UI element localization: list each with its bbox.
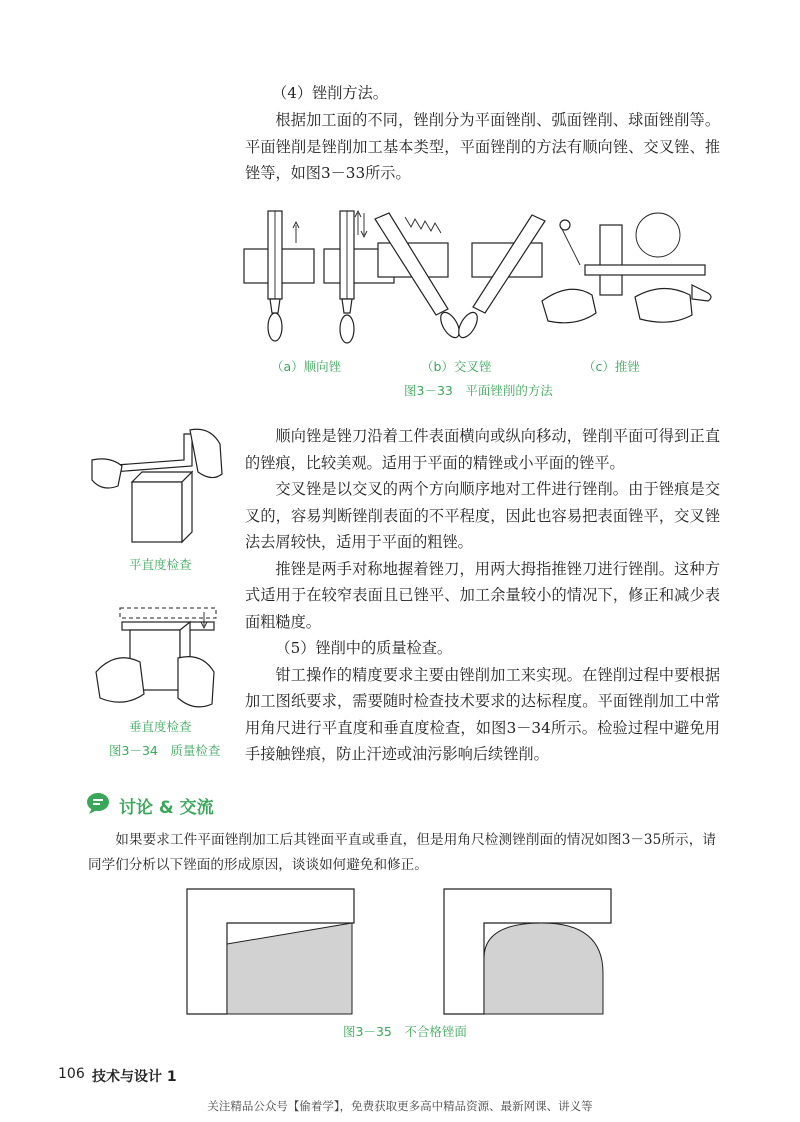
flatness-check-illustration <box>92 430 227 550</box>
book-title: 技术与设计 1 <box>92 1069 177 1085</box>
body-text <box>245 423 720 768</box>
figure-3-33-sub-c: （c）推锉 <box>583 359 640 374</box>
perpendicularity-check-label: 垂直度检查 <box>129 719 192 734</box>
figure-3-33-sub-a: （a）顺向锉 <box>271 359 342 374</box>
figure-3-35-illustration <box>187 888 612 1016</box>
discussion-title: 讨论 & 交流 <box>119 798 214 818</box>
paragraph-quality-check: 钳工操作的精度要求主要由锉削加工来实现。在锉削过程中要根据加工图纸要求，需要随时检查技术要求的达标程度。平面锉削加工中常用角尺进行平直度和垂直度检查，如图3－34所示。检验过程中避免用手接触锉痕，防止汗迹或油污影响后续锉削。 <box>245 665 720 763</box>
figure-3-34-caption: 图3－34 质量检查 <box>109 743 221 758</box>
section-heading: （4）锉削方法。 <box>272 84 388 102</box>
discussion-chat-icon <box>86 792 110 814</box>
paragraph-push-filing: 推锉是两手对称地握着锉刀，用两大拇指推锉刀进行锉削。这种方式适用于在较窄表面且已锉平、加工余量较小的情况下，修正和减少表面粗糙度。 <box>245 559 720 631</box>
paragraph-straight-filing: 顺向锉是锉刀沿着工件表面横向或纵向移动，锉削平面可得到正直的锉痕，比较美观。适用于平面的精锉或小平面的锉平。 <box>245 427 720 472</box>
figure-3-33-caption: 图3－33 平面锉削的方法 <box>404 383 553 398</box>
discussion-text: 如果要求工件平面锉削加工后其锉面平直或垂直，但是用角尺检测锉削面的情况如图3－35所示，请同学们分析以下锉面的形成原因，谈谈如何避免和修正。 <box>88 832 716 873</box>
paragraph-cross-filing: 交叉锉是以交叉的两个方向顺序地对工件进行锉削。由于锉痕是交叉的，容易判断锉削表面的不平程度，因此也容易把表面锉平，交叉锉法去屑较快，适用于平面的粗锉。 <box>245 480 720 551</box>
figure-3-33-illustration <box>240 205 710 350</box>
figure-3-33-sub-b: （b）交叉锉 <box>421 359 492 374</box>
section-intro: 根据加工面的不同，锉削分为平面锉削、弧面锉削、球面锉削等。平面锉削是锉削加工基本类型，平面锉削的方法有顺向锉、交叉锉、推锉等，如图3－33所示。 <box>245 111 720 182</box>
paragraph-quality-heading: （5）锉削中的质量检查。 <box>275 639 453 657</box>
footer-note: 关注精品公众号【偷着学】，免费获取更多高中精品资源、最新网课、讲义等 <box>207 1099 593 1113</box>
perpendicularity-check-illustration <box>92 600 227 715</box>
page-number: 106 <box>58 1066 85 1082</box>
flatness-check-label: 平直度检查 <box>129 557 192 572</box>
figure-3-35-caption: 图3－35 不合格锉面 <box>343 1024 467 1039</box>
